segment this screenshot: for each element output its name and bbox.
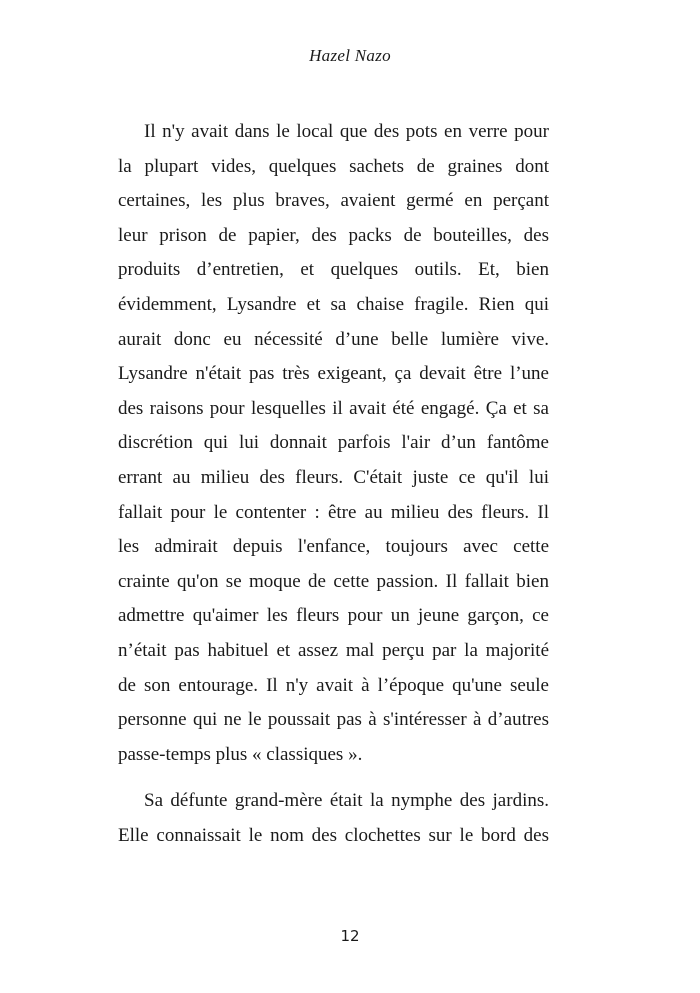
text-line: aurait donc eu nécessité d’une belle lumière vive. [118, 328, 549, 350]
paragraph-spacer [118, 772, 549, 784]
text-line: évidemment, Lysandre et sa chaise fragile. Rien qui [118, 293, 549, 315]
text-line: Il n'y avait dans le local que des pots en verre pour [144, 121, 549, 142]
text-line: discrétion qui lui donnait parfois l'air d’un fantôme [118, 432, 549, 454]
text-line: Lysandre n'était pas très exigeant, ça devait être l’une [118, 363, 549, 385]
text-line: la plupart vides, quelques sachets de graines dont [118, 155, 549, 177]
text-line: Elle connaissait le nom des clochettes sur le bord des [118, 824, 549, 846]
running-header-author: Hazel Nazo [309, 46, 391, 65]
text-line: personne qui ne le poussait pas à s'intéresser à d’autres [118, 709, 549, 731]
text-line: crainte qu'on se moque de cette passion. Il fallait bien [118, 570, 549, 592]
paragraph [118, 784, 549, 853]
paragraph [118, 115, 549, 772]
text-line: admettre qu'aimer les fleurs pour un jeune garçon, ce [118, 605, 549, 627]
text-line: les admirait depuis l'enfance, toujours avec cette [118, 536, 549, 558]
text-line: certaines, les plus braves, avaient germé en perçant [118, 190, 549, 212]
body-text [118, 115, 549, 853]
text-line: produits d’entretien, et quelques outils. Et, bien [118, 259, 549, 281]
text-line: Sa défunte grand-mère était la nymphe des jardins. [144, 790, 549, 812]
text-line: fallait pour le contenter : être au milieu des fleurs. Il [118, 501, 549, 523]
text-line: des raisons pour lesquelles il avait été engagé. Ça et sa [118, 397, 549, 419]
text-line: leur prison de papier, des packs de bouteilles, des [118, 224, 549, 246]
page-number: 12 [340, 927, 360, 945]
text-line: errant au milieu des fleurs. C'était juste ce qu'il lui [118, 466, 549, 488]
text-line: n’était pas habituel et assez mal perçu par la majorité [118, 639, 549, 661]
text-line: de son entourage. Il n'y avait à l’époque qu'une seule [118, 674, 549, 696]
text-line: passe-temps plus « classiques ». [118, 743, 363, 765]
